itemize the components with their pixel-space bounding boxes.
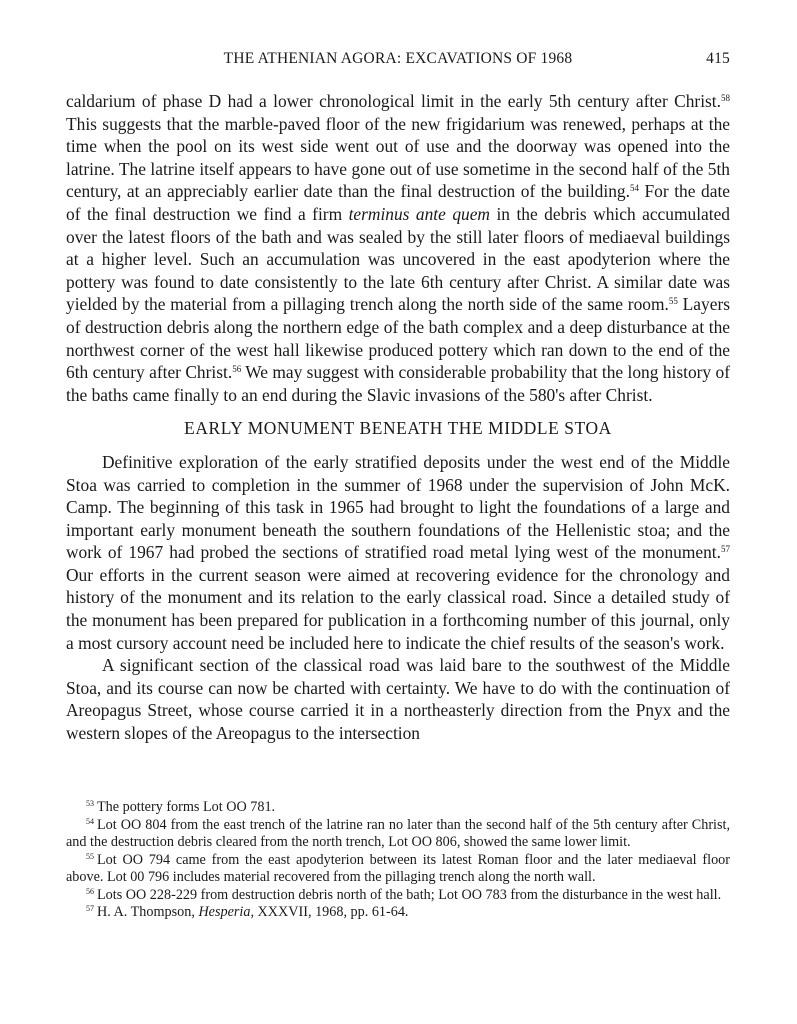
running-title: THE ATHENIAN AGORA: EXCAVATIONS OF 1968 [223, 50, 573, 67]
running-header [66, 50, 730, 74]
footnote-ref: 57 [721, 544, 730, 555]
footnote: $^{57}$ H. A. Thompson, Hesperia, XXXVII, 1968, pp. 61-64. [86, 904, 409, 920]
footnote-ref: 58 [721, 93, 730, 103]
main-text [66, 90, 730, 745]
paragraph-middle-stoa: Definitive exploration of the early stratified deposits under the west end of the Middle Stoa was carried to completion in the summer of 1968 under the supervision of John McK. Camp. The beginning of this task in 1965 had brought to light the foundations of a large and important early monument beneath the southern foundations of the Hellenistic stoa; and the work of 1967 had probed the sections of stratified road metal lying west of the monument.$^{57}$ Our efforts in the current season were aimed at recovering evidence for the chronology and history of the monument and its relation to the early classical road. Since a detailed study of the monument has been prepared for publication in a forthcoming number of this journal, only a most cursory account need be included here to indicate the chief results of the season's work. [66, 451, 730, 653]
section-heading: EARLY MONUMENT BENEATH THE MIDDLE STOA [184, 418, 612, 439]
footnotes [66, 799, 730, 922]
journal-title: Hesperia [198, 904, 251, 920]
latin-term: terminus ante quem [348, 203, 490, 224]
footnote-ref: 55 [668, 296, 678, 307]
paragraph-baths-end: caldarium of phase D had a lower chronological limit in the early 5th century after Christ.$^{58}$ This suggests that the marble-paved floor of the new frigidarium was renewed, perhaps at the time when the pool on its west side went out of use and the doorway was opened into the latrine. The latrine itself appears to have gone out of use sometime in the second half of the 5th century, at an appreciably earlier date than the final destruction of the building.$^{54}$ For the date of the final destruction we find a firm terminus ante quem in the debris which accumulated over the latest floors of the bath and was sealed by the still later floors of mediaeval buildings at a higher level. Such an accumulation was uncovered in the east apodyterion where the pottery was found to date consistently to the late 6th century after Christ. A similar date was yielded by the material from a pillaging trench along the north side of the same room.$^{55}$ Layers of destruction debris along the northern edge of the bath complex and a deep disturbance at the northwest corner of the west hall likewise produced pottery which ran down to the end of the 6th century after Christ.$^{56}$ We may suggest with considerable probability that the long history of the baths came finally to an end during the Slavic invasions of the 580's after Christ. [66, 91, 730, 405]
footnote-ref: 54 [629, 183, 639, 194]
paragraph-classical-road: A significant section of the classical road was laid bare to the southwest of the Middle Stoa, and its course can now be charted with certainty. We have to do with the continuation of Areopagus Street, whose course carried it in a northeasterly direction from the Pnyx and the western slopes of the Areopagus to the intersection [66, 655, 730, 744]
footnote: $^{56}$ Lots OO 228-229 from destruction debris north of the bath; Lot OO 783 from the disturbance in the west hall. [86, 886, 722, 903]
footnote: $^{55}$ Lot OO 794 came from the east apodyterion between its latest Roman floor and the later mediaeval floor above. Lot 00 796 includes material recovered from the pillaging trench along the north wall. [66, 851, 730, 885]
page-number: 415 [706, 50, 730, 67]
footnote: $^{54}$ Lot OO 804 from the east trench of the latrine ran no later than the second half of the 5th century after Christ, and the destruction debris cleared from the north trench, Lot OO 806, showed the same lower limit. [66, 816, 730, 850]
footnote-ref: 56 [232, 364, 242, 375]
footnote: $^{53}$ The pottery forms Lot OO 781. [86, 799, 276, 815]
